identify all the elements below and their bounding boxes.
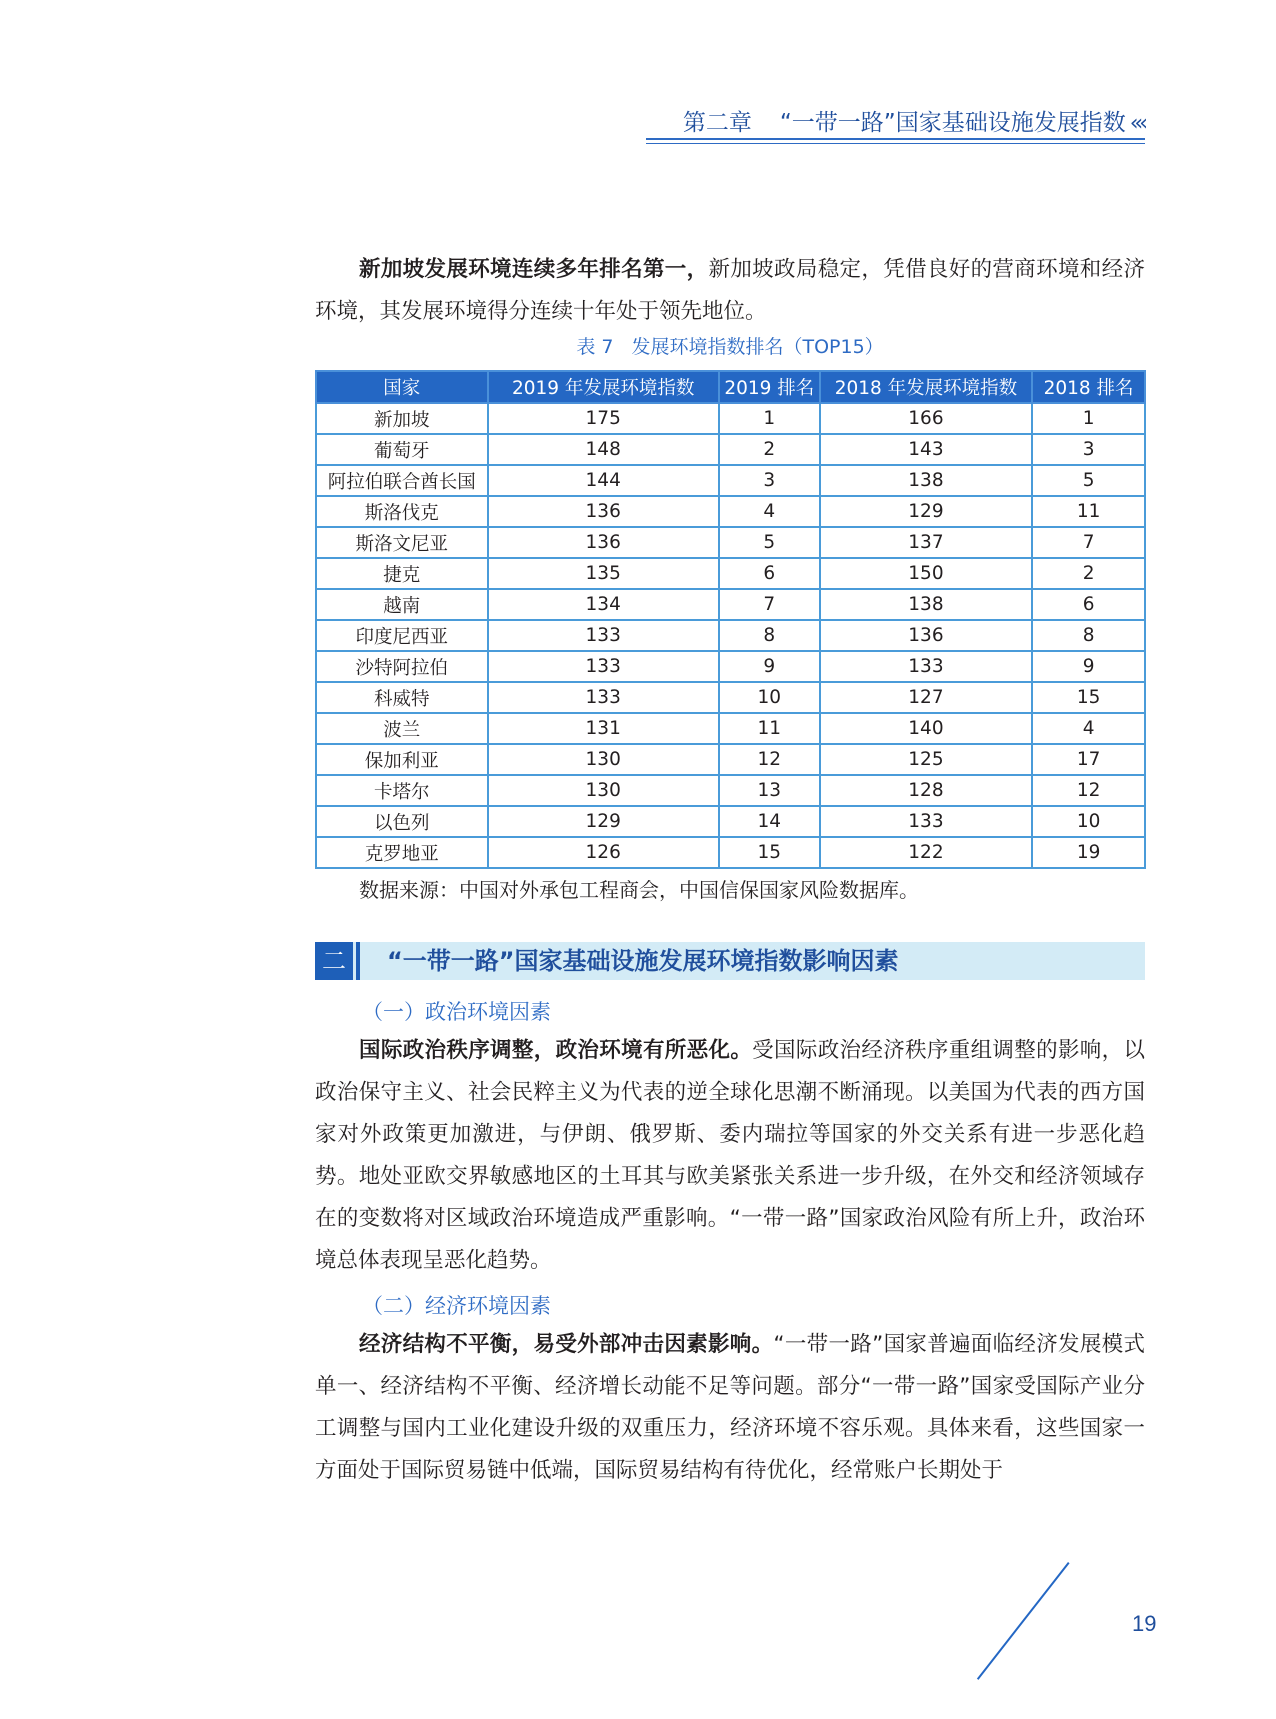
cell-2019-index: 136: [488, 527, 719, 558]
header-rule-thin: [646, 143, 1145, 144]
table-row: [316, 558, 1145, 589]
cell-2019-rank: 8: [719, 620, 820, 651]
cell-2018-rank: 1: [1032, 403, 1145, 434]
cell-2018-index: 136: [820, 620, 1032, 651]
cell-2018-index: 128: [820, 775, 1032, 806]
political-subheading: （一）政治环境因素: [362, 1000, 551, 1024]
cell-2018-index: 122: [820, 837, 1032, 868]
table-row: [316, 806, 1145, 837]
cell-2018-rank: 4: [1032, 713, 1145, 744]
table-caption-number: 表 7: [576, 336, 614, 358]
cell-2019-index: 130: [488, 775, 719, 806]
table-row: [316, 620, 1145, 651]
economic-text: “一带一路”国家普遍面临经济发展模式单一、经济结构不平衡、经济增长动能不足等问题。部分“一带一路”国家受国际产业分工调整与国内工业化建设升级的双重压力，经济环境不容乐观。具体来看，这些国家一方面处于国际贸易链中低端，国际贸易结构有待优化，经常账户长期处于: [315, 1332, 1145, 1483]
section-heading-bar: [315, 942, 1145, 980]
cell-country: 卡塔尔: [316, 775, 488, 806]
intro-text: 新加坡政局稳定，凭借良好的营商环境和经济环境，其发展环境得分连续十年处于领先地位。: [315, 257, 1145, 324]
cell-country: 印度尼西亚: [316, 620, 488, 651]
economic-lead: 经济结构不平衡，易受外部冲击因素影响。: [359, 1332, 774, 1357]
cell-2019-rank: 1: [719, 403, 820, 434]
cell-2019-index: 133: [488, 620, 719, 651]
cell-country: 斯洛文尼亚: [316, 527, 488, 558]
running-header: [640, 104, 1144, 137]
cell-2018-rank: 8: [1032, 620, 1145, 651]
cell-country: 斯洛伐克: [316, 496, 488, 527]
section-number: 二: [315, 942, 353, 980]
cell-country: 葡萄牙: [316, 434, 488, 465]
double-chevron-icon: «‹: [1129, 111, 1144, 136]
cell-2018-rank: 12: [1032, 775, 1145, 806]
table-body: [316, 403, 1145, 868]
cell-2019-rank: 10: [719, 682, 820, 713]
cell-2018-rank: 9: [1032, 651, 1145, 682]
cell-2018-rank: 19: [1032, 837, 1145, 868]
header-2018-index: 2018 年发展环境指数: [820, 371, 1032, 403]
cell-2019-index: 148: [488, 434, 719, 465]
cell-2018-index: 143: [820, 434, 1032, 465]
ranking-table: [315, 370, 1146, 869]
chapter-title: “一带一路”国家基础设施发展指数: [779, 110, 1126, 136]
cell-2019-index: 126: [488, 837, 719, 868]
intro-lead: 新加坡发展环境连续多年排名第一，: [359, 257, 709, 282]
chapter-label: 第二章: [682, 110, 752, 136]
page-number: 19: [1132, 1611, 1157, 1636]
cell-2018-index: 129: [820, 496, 1032, 527]
intro-paragraph: [315, 249, 1145, 333]
cell-2018-rank: 15: [1032, 682, 1145, 713]
cell-2019-index: 131: [488, 713, 719, 744]
cell-2018-index: 133: [820, 651, 1032, 682]
economic-paragraph: [315, 1324, 1145, 1492]
table-caption-title: 发展环境指数排名（TOP15）: [631, 336, 884, 358]
cell-2019-index: 175: [488, 403, 719, 434]
cell-2018-index: 138: [820, 589, 1032, 620]
cell-2019-rank: 15: [719, 837, 820, 868]
cell-2018-rank: 2: [1032, 558, 1145, 589]
section-accent-stripe: [356, 942, 360, 980]
cell-2018-index: 137: [820, 527, 1032, 558]
cell-2019-rank: 4: [719, 496, 820, 527]
cell-country: 沙特阿拉伯: [316, 651, 488, 682]
cell-2018-rank: 7: [1032, 527, 1145, 558]
table-row: [316, 713, 1145, 744]
cell-2019-index: 130: [488, 744, 719, 775]
cell-2019-index: 135: [488, 558, 719, 589]
table-header-row: [316, 371, 1145, 403]
section-title: “一带一路”国家基础设施发展环境指数影响因素: [387, 947, 899, 975]
cell-country: 以色列: [316, 806, 488, 837]
table-row: [316, 682, 1145, 713]
table-caption: [315, 332, 1145, 359]
header-rule-thick: [646, 138, 1145, 140]
corner-decoration-line: [977, 1562, 1070, 1680]
cell-country: 波兰: [316, 713, 488, 744]
cell-2019-rank: 7: [719, 589, 820, 620]
cell-2019-rank: 2: [719, 434, 820, 465]
table-row: [316, 651, 1145, 682]
table-row: [316, 527, 1145, 558]
table-row: [316, 465, 1145, 496]
cell-2018-index: 138: [820, 465, 1032, 496]
cell-country: 越南: [316, 589, 488, 620]
cell-2018-rank: 3: [1032, 434, 1145, 465]
cell-2018-rank: 17: [1032, 744, 1145, 775]
cell-2019-index: 133: [488, 682, 719, 713]
header-2019-index: 2019 年发展环境指数: [488, 371, 719, 403]
table-row: [316, 589, 1145, 620]
political-lead: 国际政治秩序调整，政治环境有所恶化。: [359, 1038, 753, 1063]
cell-2018-rank: 10: [1032, 806, 1145, 837]
header-2019-rank: 2019 排名: [719, 371, 820, 403]
cell-2019-rank: 13: [719, 775, 820, 806]
cell-2019-rank: 9: [719, 651, 820, 682]
table-row: [316, 403, 1145, 434]
cell-2019-index: 129: [488, 806, 719, 837]
cell-2018-index: 125: [820, 744, 1032, 775]
data-source-note: 数据来源：中国对外承包工程商会，中国信保国家风险数据库。: [359, 878, 919, 902]
cell-2019-rank: 3: [719, 465, 820, 496]
political-text: 受国际政治经济秩序重组调整的影响，以政治保守主义、社会民粹主义为代表的逆全球化思潮不断涌现。以美国为代表的西方国家对外政策更加激进，与伊朗、俄罗斯、委内瑞拉等国家的外交关系有进一步恶化趋势。地处亚欧交界敏感地区的土耳其与欧美紧张关系进一步升级，在外交和经济领域存在的变数将对区域政治环境造成严重影响。“一带一路”国家政治风险有所上升，政治环境总体表现呈恶化趋势。: [315, 1038, 1145, 1273]
table-row: [316, 837, 1145, 868]
cell-2019-index: 144: [488, 465, 719, 496]
cell-country: 捷克: [316, 558, 488, 589]
cell-2018-index: 140: [820, 713, 1032, 744]
table-row: [316, 496, 1145, 527]
cell-country: 保加利亚: [316, 744, 488, 775]
cell-2018-index: 133: [820, 806, 1032, 837]
cell-2019-rank: 5: [719, 527, 820, 558]
cell-2018-rank: 11: [1032, 496, 1145, 527]
economic-subheading: （二）经济环境因素: [362, 1294, 551, 1318]
header-country: 国家: [316, 371, 488, 403]
cell-2018-rank: 5: [1032, 465, 1145, 496]
cell-2019-rank: 6: [719, 558, 820, 589]
cell-2019-index: 134: [488, 589, 719, 620]
cell-2018-index: 127: [820, 682, 1032, 713]
table-row: [316, 744, 1145, 775]
cell-2019-index: 136: [488, 496, 719, 527]
cell-country: 科威特: [316, 682, 488, 713]
table-row: [316, 434, 1145, 465]
cell-2019-index: 133: [488, 651, 719, 682]
cell-2019-rank: 14: [719, 806, 820, 837]
cell-2018-rank: 6: [1032, 589, 1145, 620]
cell-2019-rank: 12: [719, 744, 820, 775]
cell-2019-rank: 11: [719, 713, 820, 744]
header-2018-rank: 2018 排名: [1032, 371, 1145, 403]
cell-country: 阿拉伯联合酋长国: [316, 465, 488, 496]
political-paragraph: [315, 1030, 1145, 1282]
cell-country: 克罗地亚: [316, 837, 488, 868]
cell-2018-index: 150: [820, 558, 1032, 589]
table-row: [316, 775, 1145, 806]
cell-2018-index: 166: [820, 403, 1032, 434]
cell-country: 新加坡: [316, 403, 488, 434]
